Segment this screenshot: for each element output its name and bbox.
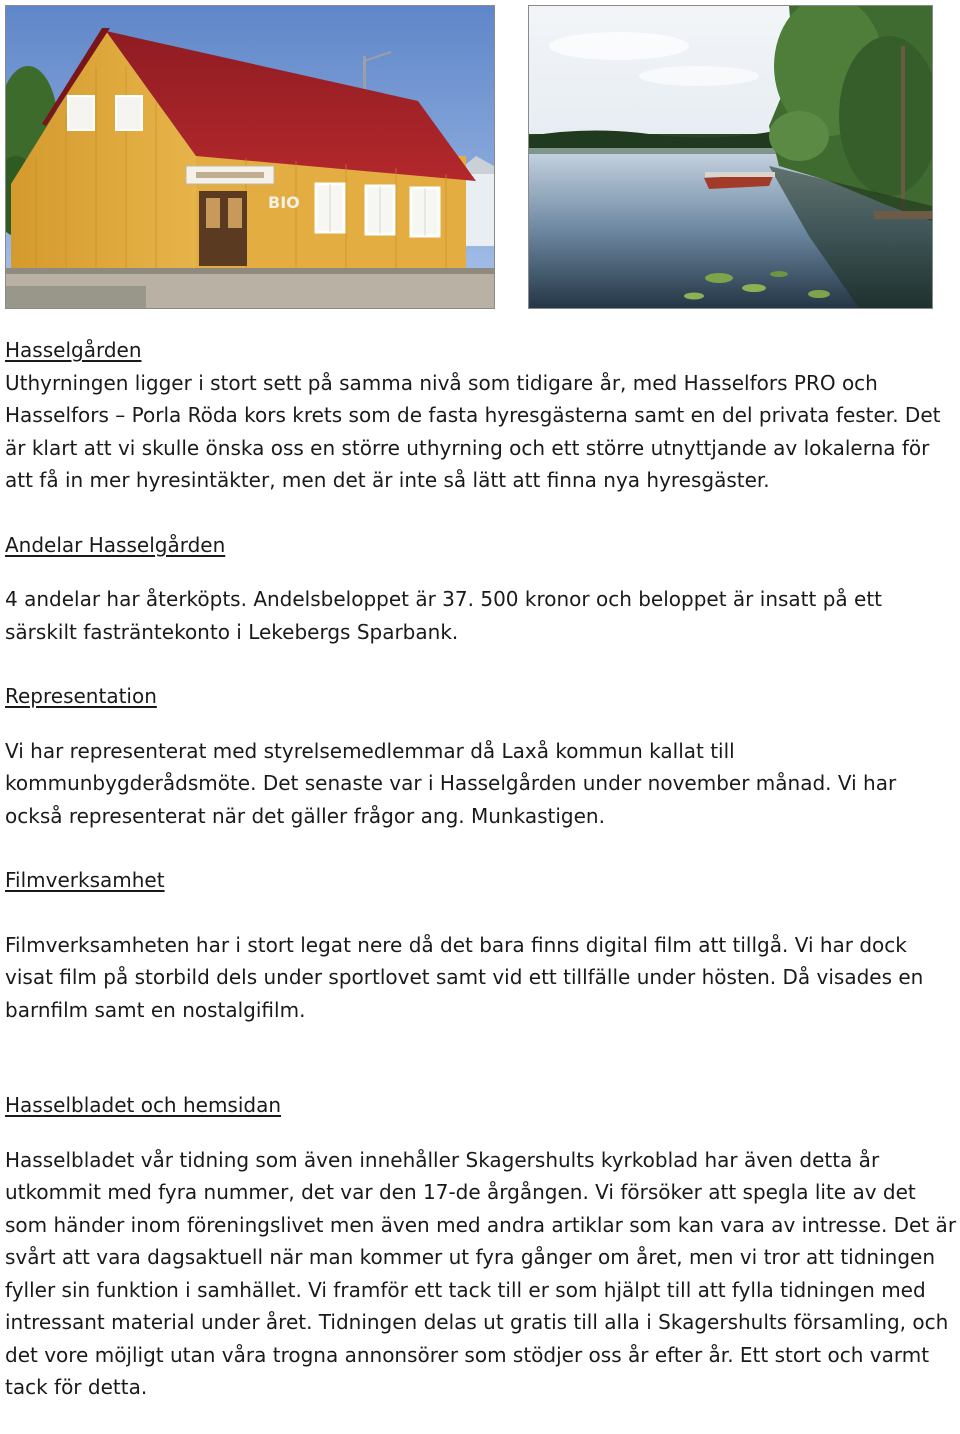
paragraph-hasselbladet: Hasselbladet vår tidning som även innehåller Skagershults kyrkoblad har även detta år utkommit med fyra nummer, det var den 17-de årgången. Vi försöker att spegla lite av det som händer inom föreningslivet men även med andra artiklar som kan vara av intresse. Det är svårt att vara dagsaktuell när man kommer ut fyra gånger om året, men vi tror att tidningen fyller sin funktion i samhället. Vi framför ett tack till er som hjälpt till att fylla tidningen med intressant material under året. Tidningen delas ut gratis till alla i Skagershults församling, och det vore möjligt utan våra trogna annonsörer som stödjer oss år efter år. Ett stort och varmt tack för detta. — [5, 1147, 957, 1399]
lake-photo — [528, 5, 933, 309]
paragraph-hasselgarden: Uthyrningen ligger i stort sett på samma nivå som tidigare år, med Hasselfors PRO och Hasselfors – Porla Röda kors krets som de fasta hyresgästerna samt en del privata fester. Det är klart att vi skulle önska oss en större uthyrning och ett större utnyttjande av lokalerna för att få in mer hyresintäkter, men det är inte så lätt att finna nya hyresgäster. — [5, 370, 941, 492]
heading-representation: Representation — [5, 684, 157, 708]
paragraph-representation: Vi har representerat med styrelsemedlemmar då Laxå kommun kallat till kommunbygderådsmöte. Det senaste var i Hasselgården under november månad. Vi har också representerat när det gäller frågor ang. Munkastigen. — [5, 738, 897, 828]
paragraph-filmverksamhet: Filmverksamheten har i stort legat nere då det bara finns digital film att tillgå. Vi har dock visat film på storbild dels under sportlovet samt vid ett tillfälle under hösten. Då visades en barnfilm samt en nostalgifilm. — [5, 932, 924, 1022]
heading-filmverksamhet: Filmverksamhet — [5, 868, 165, 892]
bio-sign: BIO — [268, 193, 300, 212]
house-photo — [5, 5, 495, 309]
heading-hasselbladet: Hasselbladet och hemsidan — [5, 1093, 282, 1117]
heading-hasselgarden: Hasselgården — [5, 338, 142, 362]
paragraph-andelar: 4 andelar har återköpts. Andelsbeloppet är 37. 500 kronor och beloppet är insatt på ett särskilt fasträntekonto i Lekebergs Sparbank. — [5, 587, 883, 644]
photo-row — [5, 5, 935, 309]
heading-andelar: Andelar Hasselgården — [5, 532, 226, 557]
document-body — [5, 334, 957, 1404]
